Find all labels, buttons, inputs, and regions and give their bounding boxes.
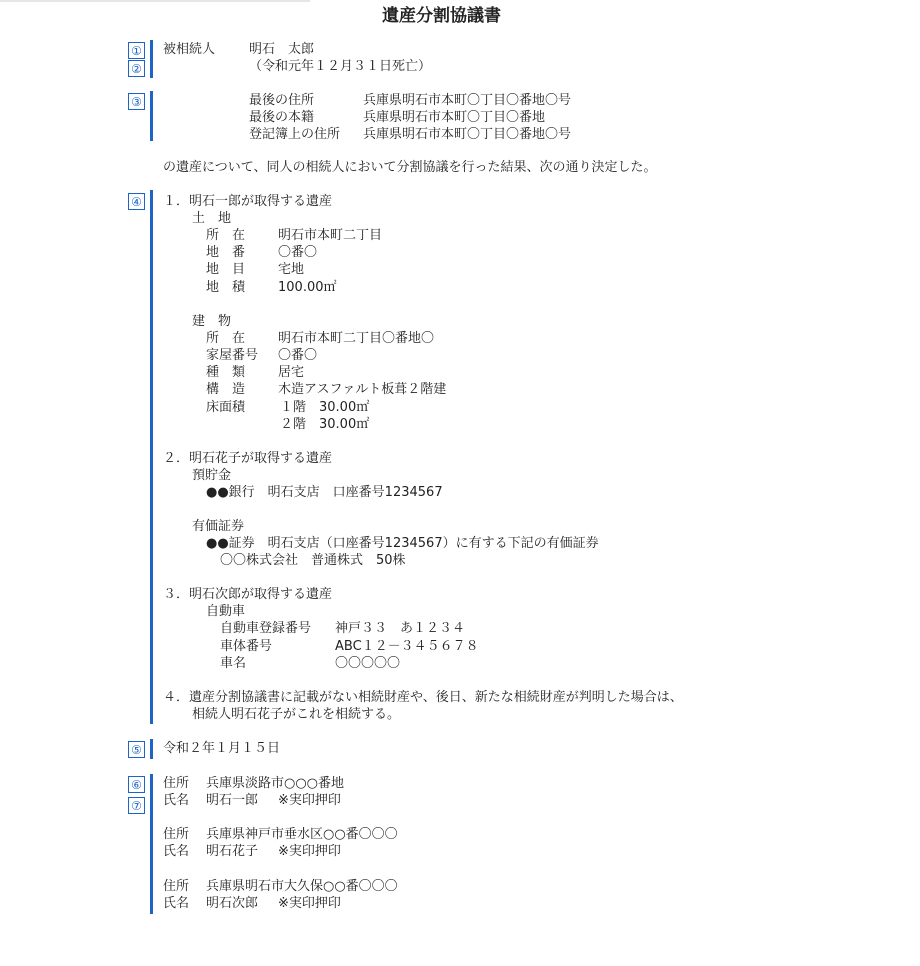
marker-4: ④	[128, 193, 145, 210]
deposit-line: ●●銀行 明石支店 口座番号1234567	[206, 485, 443, 500]
building-value: 居宅	[278, 365, 305, 380]
marker-5: ⑤	[128, 741, 145, 758]
land-value: 100.00㎡	[278, 280, 337, 295]
bar-1-2	[150, 40, 153, 78]
car-label: 自動車登録番号	[220, 621, 312, 636]
building-label: 構 造	[206, 382, 246, 397]
building-label: 所 在	[206, 331, 246, 346]
section4-line-1: ４．遺産分割協議書に記載がない相続財産や、後日、新たな相続財産が判明した場合は、	[163, 690, 683, 705]
intro-text: の遺産について、同人の相続人において分割協議を行った結果、次の通り決定した。	[163, 160, 657, 175]
building-floor2: ２階 30.00㎡	[280, 417, 370, 432]
car-value: 神戸３３ あ１２３４	[335, 621, 466, 636]
heir-name: 明石一郎	[206, 793, 259, 808]
land-label: 地 番	[206, 245, 246, 260]
heir-name: 明石次郎	[206, 896, 259, 911]
top-divider	[0, 0, 310, 2]
heir-addr: 兵庫県神戸市垂水区○○番〇〇〇	[206, 827, 398, 842]
land-value: 明石市本町二丁目	[278, 228, 383, 243]
land-label: 地 積	[206, 280, 246, 295]
building-value: 明石市本町二丁目〇番地〇	[278, 331, 435, 346]
car-value: 〇〇〇〇〇	[335, 656, 401, 671]
building-value: １階 30.00㎡	[280, 400, 370, 415]
car-label: 車名	[220, 656, 247, 671]
decedent-name: 明石 太郎	[249, 42, 315, 57]
land-value: 〇番〇	[278, 245, 318, 260]
marker-3: ③	[128, 93, 145, 110]
heir-addr-label: 住所	[163, 776, 190, 791]
addr-label-2: 最後の本籍	[249, 110, 315, 125]
section3-heading: ３．明石次郎が取得する遺産	[163, 587, 333, 602]
addr-value-2: 兵庫県明石市本町〇丁目〇番地	[363, 110, 546, 125]
car-label: 車体番号	[220, 639, 273, 654]
bar-3	[150, 91, 153, 141]
addr-value-1: 兵庫県明石市本町〇丁目〇番地〇号	[363, 93, 572, 108]
bar-4	[150, 190, 153, 724]
heir-seal: ※実印押印	[278, 844, 341, 859]
heir-name: 明石花子	[206, 844, 259, 859]
land-label: 所 在	[206, 228, 246, 243]
heir-addr: 兵庫県淡路市○○○番地	[206, 776, 345, 791]
agreement-date: 令和２年１月１５日	[163, 741, 281, 756]
decedent-label: 被相続人	[163, 42, 216, 57]
car-heading: 自動車	[206, 604, 246, 619]
heir-name-label: 氏名	[163, 793, 190, 808]
addr-label-3: 登記簿上の住所	[249, 127, 341, 142]
building-heading: 建 物	[192, 314, 232, 329]
securities-heading: 有価証券	[192, 519, 245, 534]
heir-addr-label: 住所	[163, 827, 190, 842]
decedent-death: （令和元年１２月３１日死亡）	[249, 59, 432, 74]
building-label: 家屋番号	[206, 348, 259, 363]
heir-seal: ※実印押印	[278, 793, 341, 808]
bar-6-7	[150, 774, 153, 914]
building-label: 種 類	[206, 365, 246, 380]
marker-7: ⑦	[128, 797, 145, 814]
marker-6: ⑥	[128, 776, 145, 793]
car-value: ABC１２－３４５６７８	[335, 639, 479, 654]
land-heading: 土 地	[192, 211, 232, 226]
building-value: 〇番〇	[278, 348, 318, 363]
heir-addr-label: 住所	[163, 879, 190, 894]
section2-heading: ２．明石花子が取得する遺産	[163, 451, 333, 466]
heir-seal: ※実印押印	[278, 896, 341, 911]
heir-addr: 兵庫県明石市大久保○○番〇〇〇	[206, 879, 398, 894]
page-title: 遺産分割協議書	[382, 6, 501, 26]
securities-line-1: ●●証券 明石支店（口座番号1234567）に有する下記の有価証券	[206, 536, 599, 551]
section1-heading: １．明石一郎が取得する遺産	[163, 194, 333, 209]
marker-2: ②	[128, 60, 145, 77]
deposit-heading: 預貯金	[192, 468, 232, 483]
building-value: 木造アスファルト板葺２階建	[278, 382, 447, 397]
heir-name-label: 氏名	[163, 896, 190, 911]
bar-5	[150, 739, 153, 759]
addr-label-1: 最後の住所	[249, 93, 315, 108]
land-value: 宅地	[278, 262, 305, 277]
addr-value-3: 兵庫県明石市本町〇丁目〇番地〇号	[363, 127, 572, 142]
land-label: 地 目	[206, 262, 246, 277]
securities-line-2: 〇〇株式会社 普通株式 50株	[220, 553, 406, 568]
heir-name-label: 氏名	[163, 844, 190, 859]
building-label: 床面積	[206, 400, 246, 415]
section4-line-2: 相続人明石花子がこれを相続する。	[192, 707, 401, 722]
marker-1: ①	[128, 42, 145, 59]
